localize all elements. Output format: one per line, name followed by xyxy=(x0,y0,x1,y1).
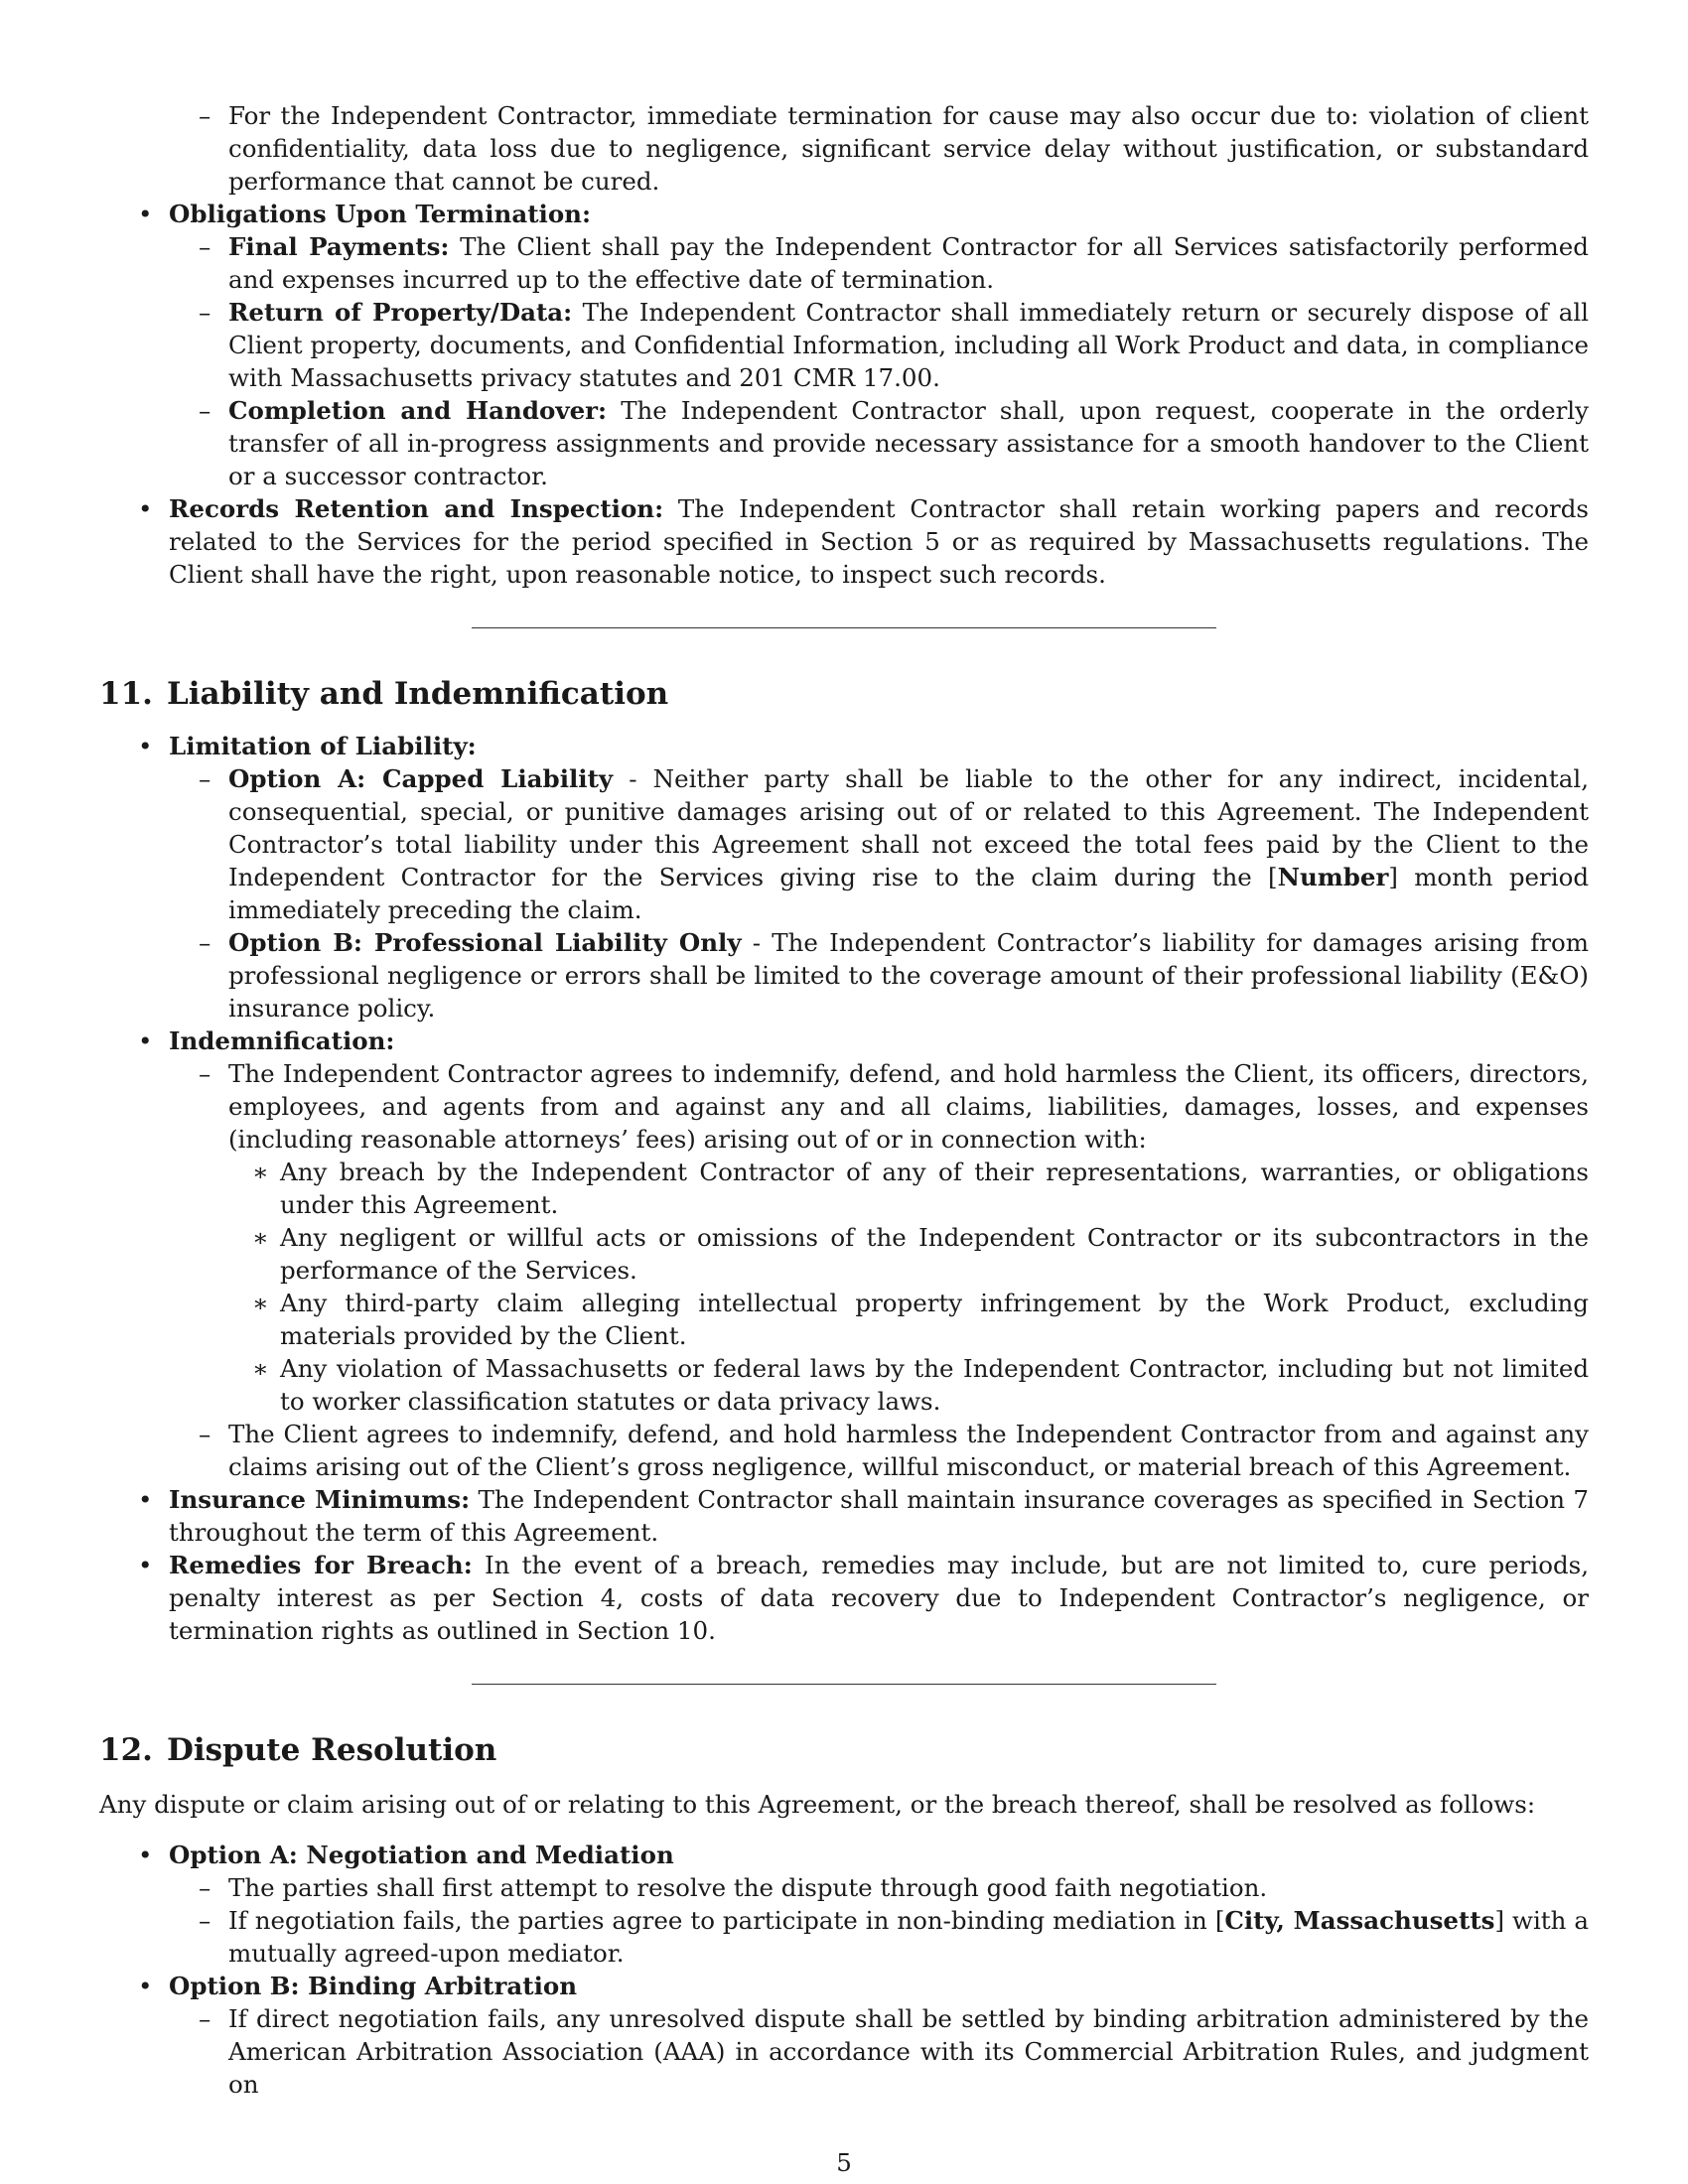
list-item xyxy=(228,394,1589,492)
section-heading xyxy=(99,1730,1589,1770)
limitation-label: Limitation of Liability: xyxy=(169,732,477,760)
termination-cause-text: – For the Independent Contractor, immediate termination for cause may also occur due to: violation of client confidentiality, data loss due to negligence, significant service delay without justification, or substandard performance that cannot be cured. xyxy=(228,101,1589,196)
client-indemnification-text: – The Client agrees to indemnify, defend, and hold harmless the Independent Contractor from and against any claims arising out of the Client’s gross negligence, willful misconduct, or material breach of this Agreement. xyxy=(228,1420,1589,1481)
item-text: If negotiation fails, the parties agree to participate in non-binding mediation in xyxy=(228,1906,1215,1935)
list-item xyxy=(228,926,1589,1024)
list-item xyxy=(169,1549,1589,1647)
list-item xyxy=(169,492,1589,591)
list-item xyxy=(228,1871,1589,1904)
item-text: The Client shall pay the Independent Contractor for all Services satisfactorily performed and expenses incurred up to the effective date of termination. xyxy=(228,232,1589,294)
item-text: ∗ Any third-party claim alleging intellectual property infringement by the Work Product, excluding materials provided by the Client. xyxy=(280,1289,1589,1350)
insurance-text: The Independent Contractor shall maintain insurance coverages as specified in Section 7 throughout the term of this Agreement. xyxy=(169,1485,1589,1547)
indemnification-intro: – The Independent Contractor agrees to indemnify, defend, and hold harmless the Client, its officers, directors, employees, and agents from and against any and all claims, liabilities, damages, losses, and expenses (including reasonable attorneys’ fees) arising out of or in connection with: xyxy=(228,1059,1589,1154)
list-item xyxy=(280,1352,1589,1418)
list-item: – If negotiation fails, the parties agree to participate in non-binding mediation in [City, Massachusetts] with a mutually agreed-upon mediator. xyxy=(228,1904,1589,1970)
option-label: Option A: Capped Liability xyxy=(228,764,614,793)
option-text: month period immediately preceding the claim. xyxy=(228,863,1590,924)
item-text: The Independent Contractor shall immediately return or securely dispose of all Client property, documents, and Confidential Information, including all Work Product and data, in compliance with Massachusetts privacy statutes and 201 CMR 17.00. xyxy=(228,298,1589,392)
item-text: ∗ Any violation of Massachusetts or federal laws by the Independent Contractor, including but not limited to worker classification statutes or data privacy laws. xyxy=(280,1354,1589,1416)
list-item xyxy=(169,730,1589,1024)
records-text: The Independent Contractor shall retain working papers and records related to the Services for the period specified in Section 5 or as required by Massachusetts regulations. The Client shall have the right, upon reasonable notice, to inspect such records. xyxy=(169,494,1589,589)
list-item xyxy=(169,198,1589,492)
placeholder: Number xyxy=(1277,863,1389,891)
list-item xyxy=(169,1483,1589,1549)
indemnification-items xyxy=(228,1156,1589,1418)
section-divider xyxy=(472,1684,1216,1685)
section-title: Liability and Indemnification xyxy=(166,676,669,712)
option-label: Option A: Negotiation and Mediation xyxy=(169,1841,674,1869)
obligations-label: Obligations Upon Termination: xyxy=(169,200,592,228)
item-text: ∗ Any breach by the Independent Contractor of any of their representations, warranties, or obligations under this Agreement. xyxy=(280,1158,1589,1219)
option-label: Option B: Binding Arbitration xyxy=(169,1972,578,2000)
item-text: ∗ Any negligent or willful acts or omissions of the Independent Contractor or its subcontractors in the performance of the Services. xyxy=(280,1223,1589,1285)
list-item xyxy=(169,1839,1589,1970)
item-label: Return of Property/Data: xyxy=(228,298,573,327)
list-item: – Option A: Capped Liability - Neither party shall be liable to the other for any indirect, incidental, consequential, special, or punitive damages arising out of or related to this Agreement. The Independent Contractor’s total liability under this Agreement shall not exceed the total fees paid by the Client to the Independent Contractor for the Services giving rise to the claim during the [Number] month period immediately preceding the claim. xyxy=(228,762,1589,926)
limitation-sublist xyxy=(169,762,1589,1024)
termination-list xyxy=(99,198,1589,591)
insurance-label: Insurance Minimums: xyxy=(169,1485,471,1514)
liability-list xyxy=(99,730,1589,1647)
list-item xyxy=(228,99,1589,198)
section-number: 11. xyxy=(99,676,153,712)
obligations-sublist xyxy=(169,230,1589,492)
document-page xyxy=(99,99,1589,2101)
list-item xyxy=(228,230,1589,296)
option-label: Option B: Professional Liability Only xyxy=(228,928,742,957)
option-a-sublist xyxy=(169,1871,1589,1970)
item-text: – If direct negotiation fails, any unresolved dispute shall be settled by binding arbitration administered by the American Arbitration Association (AAA) in accordance with its Commercial Arbitration Rules, and judgment on xyxy=(228,2004,1589,2099)
item-text: with a mutually agreed-upon mediator. xyxy=(228,1906,1589,1968)
item-label: Completion and Handover: xyxy=(228,396,608,425)
indemnification-label: Indemnification: xyxy=(169,1026,395,1055)
item-text: – The parties shall first attempt to resolve the dispute through good faith negotiation. xyxy=(228,1873,1268,1902)
item-text: The Independent Contractor shall, upon request, cooperate in the orderly transfer of all in-progress assignments and provide necessary assistance for a smooth handover to the Client or a successor contractor. xyxy=(228,396,1589,490)
section-number: 12. xyxy=(99,1732,153,1768)
list-item xyxy=(280,1156,1589,1221)
section-heading xyxy=(99,674,1589,714)
list-item xyxy=(228,296,1589,394)
section-title: Dispute Resolution xyxy=(166,1732,497,1768)
dispute-intro: Any dispute or claim arising out of or relating to this Agreement, or the breach thereof, shall be resolved as follows: xyxy=(99,1790,1536,1819)
list-item xyxy=(228,1057,1589,1418)
list-item xyxy=(228,2002,1589,2101)
list-item xyxy=(280,1287,1589,1352)
list-item xyxy=(169,1970,1589,2101)
page-number: 5 xyxy=(836,2148,852,2177)
placeholder: City, Massachusetts xyxy=(1224,1906,1495,1935)
indemnification-sublist xyxy=(169,1057,1589,1483)
remedies-text: In the event of a breach, remedies may include, but are not limited to, cure periods, penalty interest as per Section 4, costs of data recovery due to Independent Contractor’s negligence, or termination rights as outlined in Section 10. xyxy=(169,1551,1589,1645)
section-divider xyxy=(472,627,1216,628)
option-text: - The Independent Contractor’s liability for damages arising from professional negligence or errors shall be limited to the coverage amount of their professional liability (E&O) insurance policy. xyxy=(228,928,1589,1023)
option-b-sublist xyxy=(169,2002,1589,2101)
list-item xyxy=(228,1418,1589,1483)
list-item xyxy=(169,1024,1589,1483)
remedies-label: Remedies for Breach: xyxy=(169,1551,473,1579)
records-label: Records Retention and Inspection: xyxy=(169,494,664,523)
list-item xyxy=(280,1221,1589,1287)
continued-sublist xyxy=(99,99,1589,198)
option-text: - Neither party shall be liable to the other for any indirect, incidental, consequential, special, or punitive damages arising out of or related to this Agreement. The Independent Contractor’s total liability under this Agreement shall not exceed the total fees paid by the Client to the Independent Contractor for the Services giving rise to the claim during the xyxy=(228,764,1589,891)
item-label: Final Payments: xyxy=(228,232,450,261)
dispute-list xyxy=(99,1839,1589,2101)
